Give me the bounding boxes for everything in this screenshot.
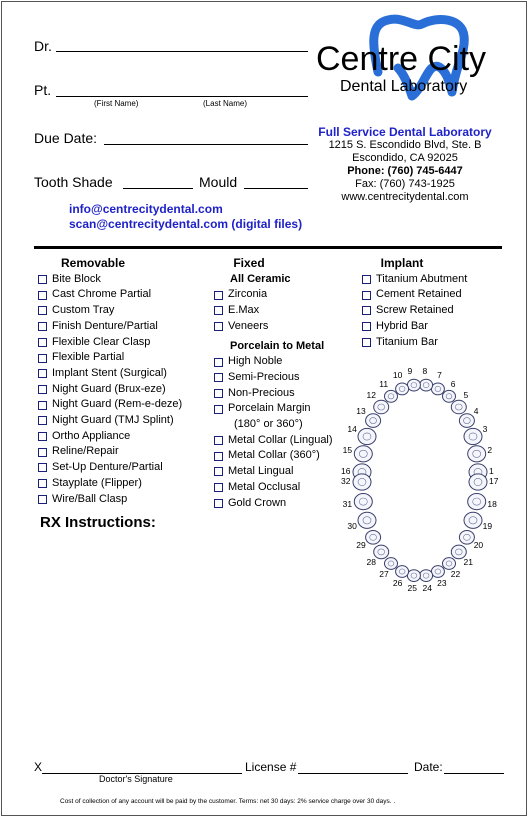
checkbox[interactable] xyxy=(38,322,47,331)
tooth-number-18: 18 xyxy=(487,498,497,509)
checkbox[interactable] xyxy=(362,275,371,284)
tooth-number-26: 26 xyxy=(392,578,403,589)
tooth-chart xyxy=(332,354,508,600)
option-metal-collar-360[interactable] xyxy=(214,448,344,464)
tooth-number-15: 15 xyxy=(342,444,353,455)
license-field[interactable] xyxy=(298,773,408,774)
checkbox[interactable] xyxy=(214,483,223,492)
option-label: Porcelain Margin xyxy=(228,402,311,415)
tooth-10[interactable] xyxy=(396,383,409,395)
checkbox[interactable] xyxy=(214,405,223,414)
company-logo xyxy=(312,14,512,104)
due-date-field[interactable] xyxy=(104,144,308,145)
email-info[interactable]: info@centrecitydental.com xyxy=(69,202,223,216)
patient-label: Pt. xyxy=(34,82,52,98)
checkbox[interactable] xyxy=(38,401,47,410)
mould-label: Mould xyxy=(199,174,238,190)
option-label: Titanium Bar xyxy=(376,335,438,348)
checkbox[interactable] xyxy=(38,495,47,504)
tooth-chart-diagram[interactable] xyxy=(332,354,508,600)
lab-fax: Fax: (760) 743-1925 xyxy=(355,178,455,190)
tooth-number-27: 27 xyxy=(379,569,389,580)
tooth-number-8: 8 xyxy=(422,365,428,376)
checkbox[interactable] xyxy=(38,479,47,488)
implant-column xyxy=(362,256,512,350)
option-label: Metal Lingual xyxy=(228,465,294,478)
option-label: Implant Stent (Surgical) xyxy=(52,366,167,379)
tooth-number-16: 16 xyxy=(341,466,351,476)
tooth-shade-label: Tooth Shade xyxy=(34,174,113,190)
option-gold-crown[interactable] xyxy=(214,496,344,512)
option-flexible-partial[interactable] xyxy=(38,350,218,366)
tooth-8[interactable] xyxy=(420,379,433,391)
checkbox[interactable] xyxy=(214,291,223,300)
signature-x-mark: X xyxy=(34,760,43,774)
option-veneers[interactable] xyxy=(214,319,344,335)
checkbox[interactable] xyxy=(362,322,371,331)
checkbox[interactable] xyxy=(214,306,223,315)
tooth-13[interactable] xyxy=(366,414,381,428)
lab-prescription-form xyxy=(1,1,527,816)
tooth-number-6: 6 xyxy=(450,378,456,389)
checkbox[interactable] xyxy=(38,354,47,363)
option-label: Zirconia xyxy=(228,288,268,301)
option-label: Titanium Abutment xyxy=(376,272,468,285)
option-finish-denture-partial[interactable] xyxy=(38,319,218,335)
implant-title: Implant xyxy=(380,256,424,270)
rx-instructions-label: RX Instructions: xyxy=(40,514,156,531)
option-semi-precious[interactable] xyxy=(214,370,344,386)
tooth-number-20: 20 xyxy=(473,539,484,550)
option-titanium-abutment[interactable] xyxy=(362,272,512,288)
option-night-guard-tmj-splint[interactable] xyxy=(38,413,218,429)
tooth-24[interactable] xyxy=(420,570,433,582)
section-divider xyxy=(34,246,502,249)
option-label: Cast Chrome Partial xyxy=(52,288,152,301)
tooth-5[interactable] xyxy=(451,400,466,414)
option-wire-ball-clasp[interactable] xyxy=(38,492,218,508)
tooth-4[interactable] xyxy=(459,414,474,428)
checkbox[interactable] xyxy=(38,369,47,378)
option-hybrid-bar[interactable] xyxy=(362,319,512,335)
checkbox[interactable] xyxy=(214,373,223,382)
option-metal-collar-lingual[interactable] xyxy=(214,433,344,449)
option-label: Wire/Ball Clasp xyxy=(52,492,128,505)
checkbox[interactable] xyxy=(214,322,223,331)
lab-info-block xyxy=(302,126,508,204)
tooth-12[interactable] xyxy=(374,400,389,414)
tooth-number-31: 31 xyxy=(342,498,353,509)
tooth-18[interactable] xyxy=(468,494,486,510)
tooth-number-17: 17 xyxy=(489,476,499,486)
porcelain-margin-note: (180° or 360°) xyxy=(234,418,303,431)
checkbox[interactable] xyxy=(38,275,47,284)
removable-title: Removable xyxy=(60,256,126,270)
checkbox[interactable] xyxy=(38,338,47,347)
logo-name: Centre City xyxy=(316,40,487,78)
checkbox[interactable] xyxy=(38,448,47,457)
checkbox[interactable] xyxy=(214,467,223,476)
tooth-30[interactable] xyxy=(358,512,376,528)
checkbox[interactable] xyxy=(38,385,47,394)
option-non-precious[interactable] xyxy=(214,386,344,402)
checkbox[interactable] xyxy=(362,306,371,315)
option-label: Set-Up Denture/Partial xyxy=(52,461,163,474)
option-stayplate-flipper[interactable] xyxy=(38,476,218,492)
tooth-number-32: 32 xyxy=(341,476,351,486)
tooth-number-4: 4 xyxy=(473,406,479,417)
option-implant-stent-surgical[interactable] xyxy=(38,366,218,382)
option-label: Ortho Appliance xyxy=(52,429,131,442)
option-metal-lingual[interactable] xyxy=(214,464,344,480)
tooth-number-19: 19 xyxy=(482,520,493,531)
terms-text: Cost of collection of any account will be paid by the customer. Terms: net 30 days: 2% service charge over 30 days. . xyxy=(60,798,396,805)
tooth-23[interactable] xyxy=(431,566,444,578)
option-cement-retained[interactable] xyxy=(362,287,512,303)
tooth-11[interactable] xyxy=(385,390,398,402)
option-label: Non-Precious xyxy=(228,386,295,399)
option-label: Flexible Partial xyxy=(52,351,125,364)
option-bite-block[interactable] xyxy=(38,272,218,288)
checkbox[interactable] xyxy=(38,463,47,472)
option-label: Gold Crown xyxy=(228,496,287,509)
checkbox[interactable] xyxy=(214,436,223,445)
tooth-number-3: 3 xyxy=(482,423,488,434)
tooth-17[interactable] xyxy=(469,474,487,490)
option-night-guard-brux-eze[interactable] xyxy=(38,382,218,398)
option-set-up-denture-partial[interactable] xyxy=(38,460,218,476)
tooth-number-14: 14 xyxy=(347,423,357,434)
checkbox[interactable] xyxy=(214,389,223,398)
option-label: Metal Collar (360°) xyxy=(228,449,320,462)
checkbox[interactable] xyxy=(362,291,371,300)
option-label: Cement Retained xyxy=(376,288,462,301)
tooth-20[interactable] xyxy=(459,531,474,545)
tooth-number-24: 24 xyxy=(422,583,432,593)
checkbox[interactable] xyxy=(38,306,47,315)
first-name-hint: (First Name) xyxy=(94,99,139,108)
option-label: Night Guard (Rem-e-deze) xyxy=(52,398,183,411)
tooth-number-23: 23 xyxy=(437,578,447,589)
option-metal-occlusal[interactable] xyxy=(214,480,344,496)
tooth-number-2: 2 xyxy=(487,444,493,455)
lab-tagline: Full Service Dental Laboratory xyxy=(318,125,492,139)
tooth-25[interactable] xyxy=(407,570,420,582)
tooth-number-9: 9 xyxy=(407,365,413,376)
porcelain-to-metal-title: Porcelain to Metal xyxy=(230,339,325,352)
removable-column xyxy=(38,256,218,507)
option-label: Metal Collar (Lingual) xyxy=(228,433,333,446)
lab-phone: Phone: (760) 745-6447 xyxy=(347,165,463,177)
option-high-noble[interactable] xyxy=(214,354,344,370)
due-date-label: Due Date: xyxy=(34,130,98,146)
lab-address-line2: Escondido, CA 92025 xyxy=(352,152,458,164)
option-label: Night Guard (TMJ Splint) xyxy=(52,414,174,427)
checkbox[interactable] xyxy=(38,291,47,300)
option-flexible-clear-clasp[interactable] xyxy=(38,335,218,351)
signature-caption: Doctor's Signature xyxy=(99,774,173,784)
lab-website[interactable]: www.centrecitydental.com xyxy=(341,191,469,203)
tooth-26[interactable] xyxy=(396,566,409,578)
option-label: Finish Denture/Partial xyxy=(52,319,158,332)
tooth-number-12: 12 xyxy=(366,390,376,401)
option-cast-chrome-partial[interactable] xyxy=(38,287,218,303)
tooth-27[interactable] xyxy=(385,558,398,570)
tooth-number-1: 1 xyxy=(489,466,494,476)
tooth-number-5: 5 xyxy=(463,390,469,401)
option-custom-tray[interactable] xyxy=(38,303,218,319)
option-night-guard-rem-e-deze[interactable] xyxy=(38,397,218,413)
tooth-number-25: 25 xyxy=(407,583,417,593)
option-label: E.Max xyxy=(228,304,260,317)
tooth-15[interactable] xyxy=(354,446,372,462)
checkbox[interactable] xyxy=(214,358,223,367)
tooth-32[interactable] xyxy=(353,474,371,490)
checkbox[interactable] xyxy=(214,499,223,508)
option-label: Hybrid Bar xyxy=(376,319,428,332)
date-field[interactable] xyxy=(444,773,504,774)
option-label: Flexible Clear Clasp xyxy=(52,335,151,348)
option-zirconia[interactable] xyxy=(214,287,344,303)
option-ortho-appliance[interactable] xyxy=(38,429,218,445)
lab-address-line1: 1215 S. Escondido Blvd, Ste. B xyxy=(328,139,482,151)
tooth-6[interactable] xyxy=(443,390,456,402)
tooth-number-30: 30 xyxy=(347,520,357,531)
all-ceramic-title: All Ceramic xyxy=(230,272,291,285)
option-label: Bite Block xyxy=(52,272,101,285)
tooth-2[interactable] xyxy=(468,446,486,462)
option-label: High Noble xyxy=(228,355,283,368)
rx-instructions-area[interactable] xyxy=(38,537,338,747)
option-label: Night Guard (Brux-eze) xyxy=(52,382,166,395)
option-reline-repair[interactable] xyxy=(38,444,218,460)
tooth-number-29: 29 xyxy=(356,539,366,550)
tooth-9[interactable] xyxy=(407,379,420,391)
date-label: Date: xyxy=(414,760,443,774)
option-screw-retained[interactable] xyxy=(362,303,512,319)
license-label: License # xyxy=(245,760,297,774)
tooth-number-21: 21 xyxy=(463,556,473,567)
fixed-column xyxy=(214,256,344,511)
fixed-title: Fixed xyxy=(233,256,265,270)
checkbox[interactable] xyxy=(362,338,371,347)
tooth-number-28: 28 xyxy=(366,556,376,567)
tooth-shade-field[interactable] xyxy=(123,188,193,189)
option-titanium-bar[interactable] xyxy=(362,335,512,351)
doctor-label: Dr. xyxy=(34,38,52,54)
checkbox[interactable] xyxy=(214,452,223,461)
tooth-29[interactable] xyxy=(366,531,381,545)
patient-field[interactable] xyxy=(56,96,308,97)
option-label: Veneers xyxy=(228,319,269,332)
option-label: Screw Retained xyxy=(376,304,454,317)
option-label: Semi-Precious xyxy=(228,370,300,383)
option-e-max[interactable] xyxy=(214,303,344,319)
option-label: Metal Occlusal xyxy=(228,480,301,493)
tooth-7[interactable] xyxy=(431,383,444,395)
logo-subtitle: Dental Laboratory xyxy=(340,78,468,95)
tooth-number-11: 11 xyxy=(379,378,389,389)
option-label: Custom Tray xyxy=(52,304,115,317)
tooth-14[interactable] xyxy=(358,428,376,444)
last-name-hint: (Last Name) xyxy=(203,99,248,108)
checkbox[interactable] xyxy=(38,432,47,441)
tooth-19[interactable] xyxy=(464,512,482,528)
checkbox[interactable] xyxy=(38,416,47,425)
option-porcelain-margin[interactable] xyxy=(214,401,344,417)
tooth-number-13: 13 xyxy=(356,406,366,417)
option-label: Stayplate (Flipper) xyxy=(52,476,142,489)
tooth-31[interactable] xyxy=(354,494,372,510)
tooth-3[interactable] xyxy=(464,428,482,444)
tooth-number-22: 22 xyxy=(450,569,461,580)
mould-field[interactable] xyxy=(244,188,308,189)
tooth-number-10: 10 xyxy=(392,370,403,380)
email-scan[interactable]: scan@centrecitydental.com (digital files) xyxy=(69,217,303,231)
tooth-number-7: 7 xyxy=(437,370,442,380)
doctor-field[interactable] xyxy=(56,51,308,52)
option-label: Reline/Repair xyxy=(52,445,119,458)
tooth-22[interactable] xyxy=(443,558,456,570)
